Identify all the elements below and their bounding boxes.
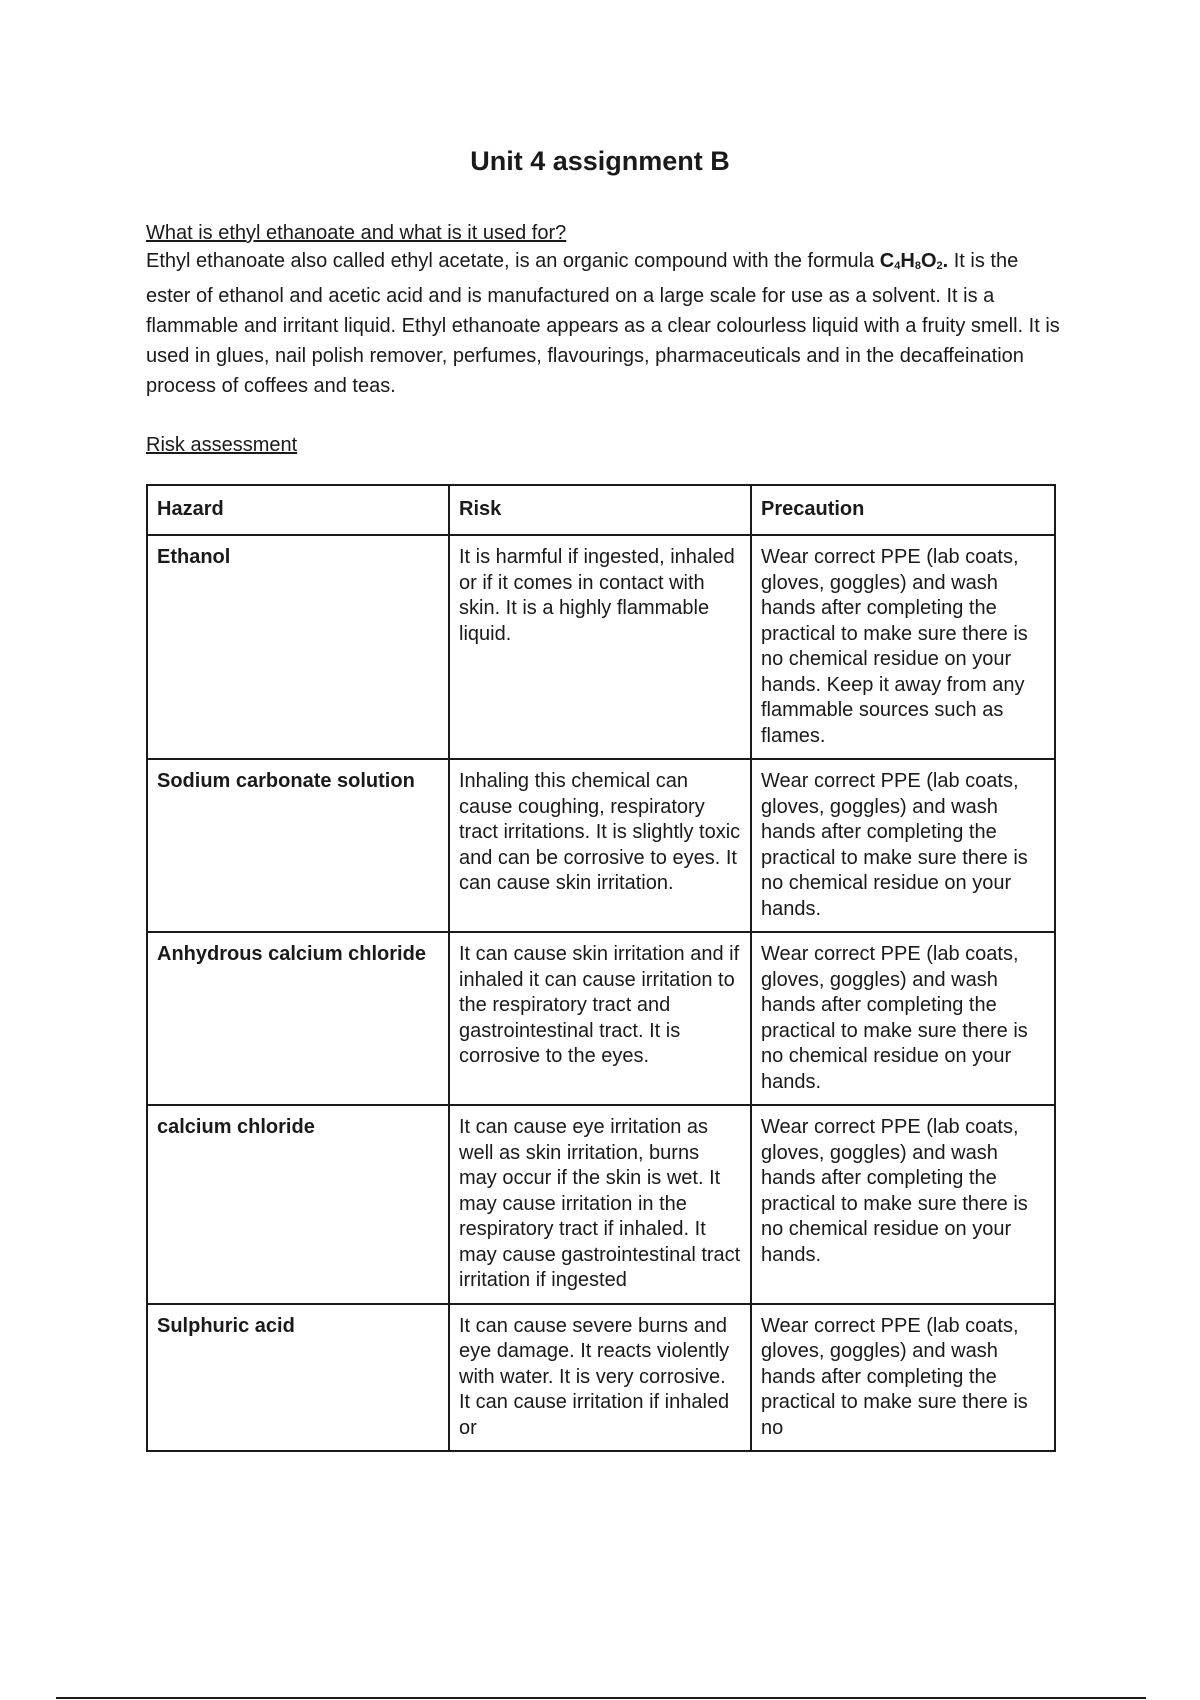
intro-text-after-formula: It is the ester of ethanol and acetic acid and is manufactured on a large scale for use as a solvent. It is a flammable and irritant liquid. Ethyl ethanoate appears as a clear colourless liquid with a fruity smell. It is used in glues, nail polish remover, perfumes, flavourings, pharmaceuticals and in the decaffeination process of coffees and teas. [146, 250, 1060, 397]
intro-section [146, 220, 1066, 458]
formula-oxygen-count: 2 [936, 260, 943, 272]
formula-oxygen: O [920, 250, 937, 272]
intro-text-before-formula: Ethyl ethanoate also called ethyl acetate, is an organic compound with the formula [146, 250, 880, 272]
precaution-cell: Wear correct PPE (lab coats, gloves, goggles) and wash hands after completing the practical to make sure there is no [751, 1304, 1055, 1452]
formula-hydrogen: H [900, 250, 915, 272]
formula-carbon: C [879, 250, 895, 272]
hazard-cell: Sodium carbonate solution [147, 759, 449, 932]
column-header-risk: Risk [449, 485, 751, 535]
table-row [147, 932, 1055, 1105]
document-title: Unit 4 assignment B [470, 146, 730, 176]
hazard-cell: Sulphuric acid [147, 1304, 449, 1452]
table-header-row [147, 485, 1055, 535]
risk-cell: It is harmful if ingested, inhaled or if it comes in contact with skin. It is a highly flammable liquid. [449, 535, 751, 759]
precaution-cell: Wear correct PPE (lab coats, gloves, goggles) and wash hands after completing the practical to make sure there is no chemical residue on your hands. [751, 932, 1055, 1105]
table-row [147, 1105, 1055, 1304]
table-row [147, 535, 1055, 759]
risk-cell: It can cause skin irritation and if inhaled it can cause irritation to the respiratory tract and gastrointestinal tract. It is corrosive to the eyes. [449, 932, 751, 1105]
hazard-cell: calcium chloride [147, 1105, 449, 1304]
risk-assessment-heading: Risk assessment [146, 434, 298, 456]
hazard-cell: Anhydrous calcium chloride [147, 932, 449, 1105]
column-header-hazard: Hazard [147, 485, 449, 535]
formula-end: . [942, 250, 949, 272]
formula-hydrogen-count: 8 [914, 260, 921, 272]
intro-heading: What is ethyl ethanoate and what is it used for? [146, 222, 567, 244]
intro-paragraph [146, 246, 1066, 401]
formula-carbon-count: 4 [894, 260, 901, 272]
precaution-cell: Wear correct PPE (lab coats, gloves, goggles) and wash hands after completing the practical to make sure there is no chemical residue on your hands. [751, 1105, 1055, 1304]
precaution-cell: Wear correct PPE (lab coats, gloves, goggles) and wash hands after completing the practical to make sure there is no chemical residue on your hands. [751, 759, 1055, 932]
risk-assessment-table [146, 484, 1056, 1452]
table-row [147, 1304, 1055, 1452]
risk-cell: It can cause severe burns and eye damage. It reacts violently with water. It is very corrosive. It can cause irritation if inhaled or [449, 1304, 751, 1452]
page-bottom-rule [56, 1697, 1146, 1699]
chemical-formula [880, 250, 948, 272]
precaution-cell: Wear correct PPE (lab coats, gloves, goggles) and wash hands after completing the practical to make sure there is no chemical residue on your hands. Keep it away from any flammable sources such as flames. [751, 535, 1055, 759]
risk-cell: Inhaling this chemical can cause coughing, respiratory tract irritations. It is slightly toxic and can be corrosive to eyes. It can cause skin irritation. [449, 759, 751, 932]
hazard-cell: Ethanol [147, 535, 449, 759]
table-row [147, 759, 1055, 932]
column-header-precaution: Precaution [751, 485, 1055, 535]
risk-cell: It can cause eye irritation as well as skin irritation, burns may occur if the skin is wet. It may cause irritation in the respiratory tract if inhaled. It may cause gastrointestinal tract irritation if ingested [449, 1105, 751, 1304]
